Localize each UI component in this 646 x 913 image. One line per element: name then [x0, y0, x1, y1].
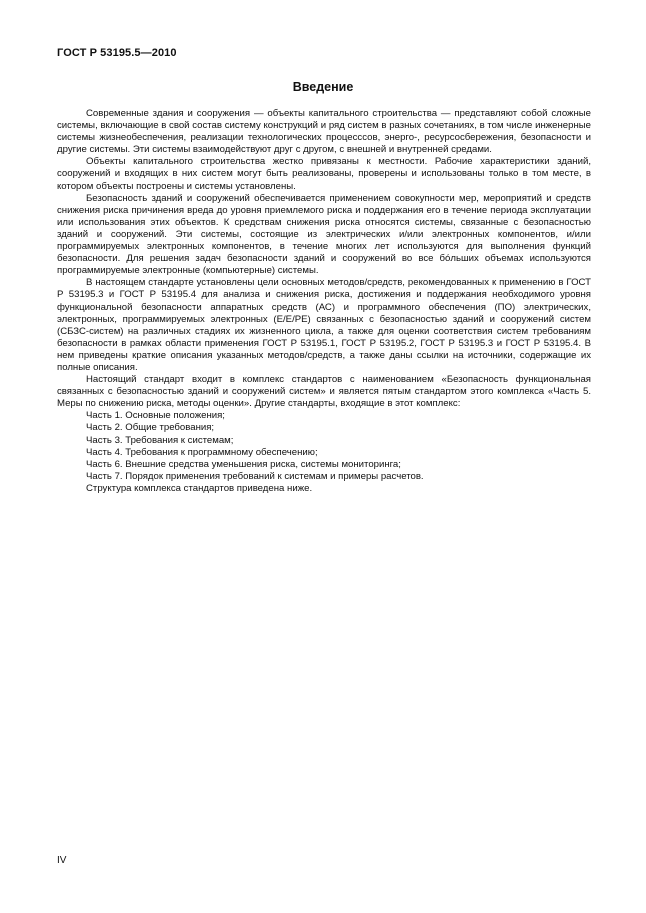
- paragraph: Современные здания и сооружения — объекты капитального строительства — представляют собой сложные системы, включающие в свой состав систему конструкций и ряд систем в разных сочетаниях, в том числе инженерные системы жизнеобеспечения, реализации технологических процесссов, энерго-, ресурсосбережения, безопасности и другие системы. Эти системы взаимодействуют друг с другом, с внешней и внутренней средами.: [57, 108, 591, 156]
- paragraph: Объекты капитального строительства жестко привязаны к местности. Рабочие характеристики зданий, сооружений и входящих в них систем могут быть реализованы, проверены и использованы только в том месте, в котором объекты построены и системы установлены.: [57, 156, 591, 192]
- list-item: Часть 1. Основные положения;: [86, 410, 225, 422]
- list-item: Часть 4. Требования к программному обеспечению;: [86, 446, 318, 458]
- paragraph: Безопасность зданий и сооружений обеспечивается применением совокупности мер, мероприятий и средств снижения риска причинения вреда до уровня приемлемого риска и поддержания его в течение периода эксплуатации или использования этих объектов. К средствам снижения риска относятся системы, связанные с безопасностью зданий и сооружений. Эти системы, состоящие из электрических и/или электронных компонентов, и/или программируемых электронных компонентов, в течение многих лет используются для выполнения функций безопасности. Для решения задач безопасности зданий и сооружений во все бо́льших объемах используются программируемые электронные (компьютерные) системы.: [57, 192, 591, 277]
- closing-sentence: Структура комплекса стандартов приведена ниже.: [86, 482, 313, 494]
- body-text: [57, 108, 591, 495]
- paragraph: В настоящем стандарте установлены цели основных методов/средств, рекомендованных к применению в ГОСТ Р 53195.3 и ГОСТ Р 53195.4 для анализа и снижения риска, достижения и поддержания необходимого уровня функциональной безопасности аппаратных средств (АС) и программного обеспечения (ПО) электрических, электронных, программируемых электронных (Е/Е/РЕ) связанных с безопасностью зданий и сооружений систем (СБЗС-систем) на различных стадиях их жизненного цикла, а также для оценки соответствия систем требованиям безопасности в рамках области применения ГОСТ Р 53195.1, ГОСТ Р 53195.2, ГОСТ Р 53195.3 и ГОСТ Р 53195.4. В нем приведены краткие описания указанных методов/средств, а также даны ссылки на источники, содержащие их полные описания.: [57, 277, 591, 373]
- list-item: Часть 3. Требования к системам;: [86, 434, 234, 446]
- paragraph: Настоящий стандарт входит в комплекс стандартов с наименованием «Безопасность функциональная связанных с безопасностью зданий и сооружений систем» и является пятым стандартом этого комплекса «Часть 5. Меры по снижению риска, методы оценки». Другие стандарты, входящие в этот комплекс:: [57, 374, 591, 410]
- list-item: Часть 7. Порядок применения требований к системам и примеры расчетов.: [86, 470, 424, 482]
- list-item: Часть 2. Общие требования;: [86, 422, 215, 434]
- list-item: Часть 6. Внешние средства уменьшения риска, системы мониторинга;: [86, 458, 401, 470]
- document-id: ГОСТ Р 53195.5—2010: [57, 47, 177, 59]
- page-number: IV: [57, 855, 67, 866]
- section-title: Введение: [292, 80, 354, 94]
